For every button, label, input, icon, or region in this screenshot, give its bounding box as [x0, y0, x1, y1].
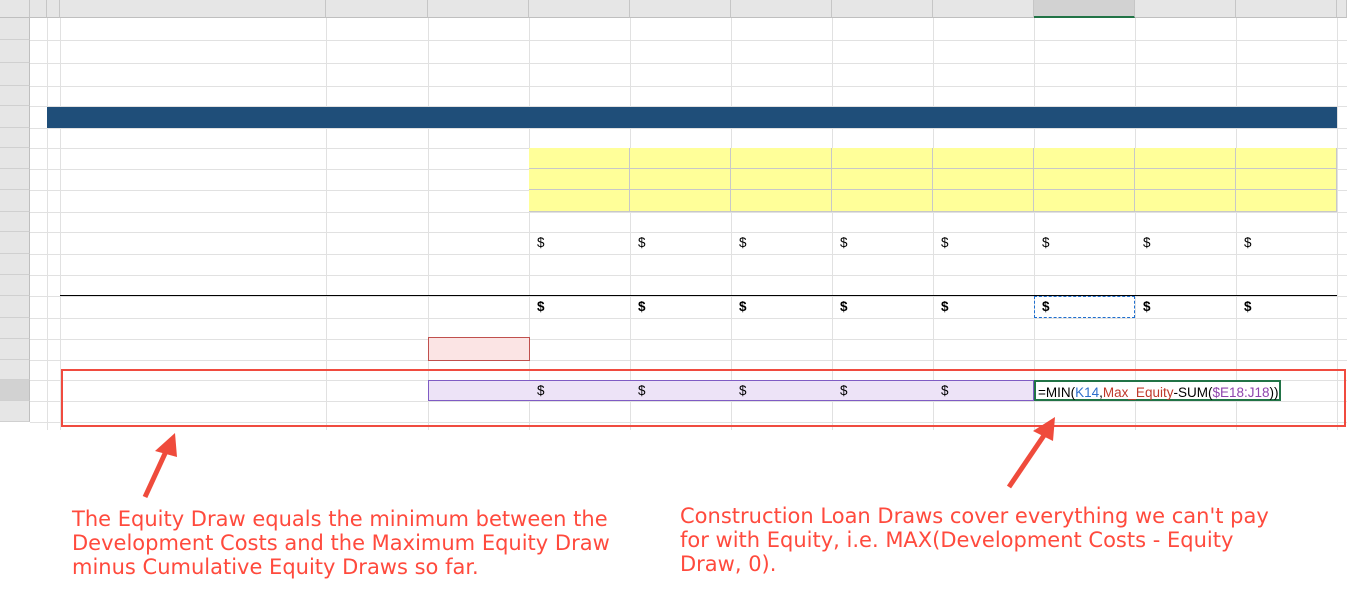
- cell-month-june[interactable]: [1034, 106, 1127, 128]
- column-header-l[interactable]: [1135, 0, 1236, 18]
- dollar-sign: $: [537, 299, 545, 314]
- cell-cost-label[interactable]: [86, 254, 386, 275]
- dollar-sign: $: [537, 383, 545, 398]
- cell-total-unit[interactable]: [371, 296, 391, 318]
- cell-subtitle[interactable]: [53, 63, 353, 86]
- row-header-10[interactable]: [0, 212, 30, 232]
- cell-pct-value[interactable]: [731, 148, 832, 169]
- cell-cost-value[interactable]: [731, 232, 825, 254]
- column-header-a[interactable]: [30, 0, 47, 18]
- cell-cost-value[interactable]: [1135, 232, 1229, 254]
- column-header-c[interactable]: [60, 0, 326, 18]
- cell-pct-value[interactable]: [731, 190, 832, 212]
- row-header-3[interactable]: [0, 63, 30, 86]
- cell-pct-label[interactable]: [73, 190, 373, 212]
- cell-cost-value[interactable]: [630, 275, 724, 296]
- cell-cost-value[interactable]: [529, 254, 623, 275]
- row-header-14[interactable]: [0, 296, 30, 318]
- cell-pct-value[interactable]: [1034, 169, 1135, 190]
- column-header-j[interactable]: [933, 0, 1034, 18]
- row-header-13[interactable]: [0, 275, 30, 296]
- dollar-sign: $: [840, 383, 848, 398]
- column-header-i[interactable]: [832, 0, 933, 18]
- cell-cost-value[interactable]: [630, 254, 724, 275]
- cell-pct-value[interactable]: [1034, 148, 1135, 169]
- cell-total-value[interactable]: [529, 296, 623, 318]
- cell-cost-value[interactable]: [1034, 254, 1128, 275]
- cell-cost-value[interactable]: [933, 275, 1027, 296]
- dollar-sign: $: [840, 235, 848, 250]
- column-header-f[interactable]: [529, 0, 630, 18]
- row-header-7[interactable]: [0, 148, 30, 169]
- cell-cost-value[interactable]: [630, 232, 724, 254]
- dollar-sign: $: [941, 235, 949, 250]
- cell-cost-value[interactable]: [1236, 275, 1330, 296]
- cell-cost-value[interactable]: [529, 275, 623, 296]
- gridline: [30, 360, 1347, 361]
- column-header-e[interactable]: [428, 0, 529, 18]
- cell-cost-value[interactable]: [1135, 254, 1229, 275]
- gridline: [30, 128, 1347, 129]
- note-right: [680, 504, 1269, 576]
- dollar-sign: $: [739, 299, 747, 314]
- formula-sum: -SUM(: [1173, 385, 1213, 400]
- cell-pct-value[interactable]: [933, 169, 1034, 190]
- dollar-sign: $: [537, 235, 545, 250]
- column-header-b[interactable]: [47, 0, 60, 18]
- note-line: Draw, 0).: [680, 552, 777, 576]
- row-header-4[interactable]: [0, 86, 30, 106]
- row-header-5[interactable]: [0, 106, 30, 128]
- dollar-sign: $: [638, 235, 646, 250]
- dollar-sign: $: [941, 299, 949, 314]
- dollar-sign: $: [840, 299, 848, 314]
- cell-pct-value[interactable]: [1135, 190, 1236, 212]
- formula-ref-k14: K14: [1075, 385, 1100, 400]
- cell-total-value[interactable]: [630, 296, 724, 318]
- cell-pct-value[interactable]: [933, 148, 1034, 169]
- cell-pct-label[interactable]: [73, 148, 373, 169]
- note-left: [72, 507, 610, 579]
- cell-pct-value[interactable]: [529, 169, 630, 190]
- cell-cost-value[interactable]: [832, 232, 926, 254]
- row-header-17[interactable]: [0, 360, 30, 380]
- dollar-sign: $: [941, 383, 949, 398]
- formula-comma: ,: [1099, 385, 1103, 400]
- row-header-8[interactable]: [0, 169, 30, 190]
- cell-cost-value[interactable]: [529, 232, 623, 254]
- formula-prefix: =MIN(: [1038, 385, 1076, 400]
- dollar-sign: $: [1042, 299, 1050, 314]
- arrow-left-icon: [125, 425, 195, 505]
- cell-pct-value[interactable]: [832, 169, 933, 190]
- cell-header-label[interactable]: [52, 106, 322, 128]
- row-header-6[interactable]: [0, 128, 30, 148]
- cell-pct-unit[interactable]: [371, 169, 391, 190]
- cell-pct-value[interactable]: [1034, 190, 1135, 212]
- cell-cost-value[interactable]: [1236, 254, 1330, 275]
- cell-title[interactable]: [53, 40, 453, 63]
- cell-cost-value[interactable]: [832, 275, 926, 296]
- row-header-19[interactable]: [0, 401, 30, 422]
- cell-month-january[interactable]: [529, 106, 622, 128]
- gridline: [30, 318, 1347, 319]
- cell-pct-unit[interactable]: [371, 190, 391, 212]
- row-header-9[interactable]: [0, 190, 30, 212]
- cell-total-value[interactable]: [731, 296, 825, 318]
- selection-k14: [1034, 296, 1135, 318]
- row-header-18[interactable]: [0, 380, 30, 401]
- row-header-1[interactable]: [0, 18, 30, 40]
- note-line: for with Equity, i.e. MAX(Development Costs - Equity: [680, 528, 1234, 552]
- gridline: [47, 18, 48, 430]
- cell-pct-value[interactable]: [529, 148, 630, 169]
- row-header-16[interactable]: [0, 339, 30, 360]
- cell-cost-value[interactable]: [1034, 232, 1128, 254]
- select-all-corner[interactable]: [0, 0, 30, 18]
- cell-month-july[interactable]: [1135, 106, 1228, 128]
- cell-cost-unit[interactable]: [371, 275, 391, 296]
- note-line: minus Cumulative Equity Draws so far.: [72, 555, 479, 579]
- cell-total-label[interactable]: [73, 296, 373, 318]
- cell-max-label[interactable]: [73, 339, 373, 360]
- cell-month-march[interactable]: [731, 106, 824, 128]
- formula-name-max-equity: Max_Equity: [1102, 385, 1174, 400]
- cell-pct-value[interactable]: [630, 190, 731, 212]
- cell-pct-value[interactable]: [1236, 148, 1337, 169]
- cell-cost-value[interactable]: [1135, 275, 1229, 296]
- column-header-g[interactable]: [630, 0, 731, 18]
- column-header-m[interactable]: [1236, 0, 1337, 18]
- dollar-sign: $: [1244, 235, 1252, 250]
- cell-max-unit[interactable]: [371, 339, 391, 360]
- cell-cost-value[interactable]: [832, 254, 926, 275]
- cell-pct-value[interactable]: [832, 190, 933, 212]
- cell-month-february[interactable]: [630, 106, 723, 128]
- cell-cost-value[interactable]: [731, 275, 825, 296]
- cell-pct-value[interactable]: [731, 169, 832, 190]
- cell-pct-value[interactable]: [529, 190, 630, 212]
- arrow-right-icon: [995, 405, 1075, 495]
- cell-pct-value[interactable]: [1236, 169, 1337, 190]
- cell-cost-label[interactable]: [86, 232, 386, 254]
- cell-header-units[interactable]: [358, 106, 428, 128]
- cell-pct-value[interactable]: [630, 169, 731, 190]
- cell-max-value[interactable]: [428, 339, 522, 360]
- cell-pct-value[interactable]: [1236, 190, 1337, 212]
- column-header-k[interactable]: [1034, 0, 1135, 18]
- dollar-sign: $: [638, 299, 646, 314]
- cell-month-april[interactable]: [832, 106, 925, 128]
- note-line: Development Costs and the Maximum Equity Draw: [72, 531, 610, 555]
- dollar-sign: $: [739, 383, 747, 398]
- cell-cost-value[interactable]: [731, 254, 825, 275]
- formula-ref-range: $E18:J18: [1212, 385, 1270, 400]
- cell-cost-label[interactable]: [86, 275, 386, 296]
- cell-pct-unit[interactable]: [371, 148, 391, 169]
- cell-total-value[interactable]: [1135, 296, 1229, 318]
- cell-month-may[interactable]: [933, 106, 1026, 128]
- cell-cost-unit[interactable]: [371, 232, 391, 254]
- gridline: [30, 86, 1347, 87]
- dollar-sign: $: [1143, 299, 1151, 314]
- note-line: Construction Loan Draws cover everything we can't pay: [680, 504, 1269, 528]
- cell-pct-value[interactable]: [933, 190, 1034, 212]
- row-header-15[interactable]: [0, 318, 30, 339]
- gridline: [30, 212, 1347, 213]
- row-header-11[interactable]: [0, 232, 30, 254]
- cell-total-value[interactable]: [1236, 296, 1330, 318]
- dollar-sign: $: [739, 235, 747, 250]
- cell-pct-value[interactable]: [630, 148, 731, 169]
- column-header-d[interactable]: [326, 0, 428, 18]
- cell-pct-value[interactable]: [1135, 148, 1236, 169]
- cell-cost-unit[interactable]: [371, 254, 391, 275]
- note-line: The Equity Draw equals the minimum between the: [72, 507, 608, 531]
- cell-total-value[interactable]: [832, 296, 926, 318]
- dollar-sign: $: [1244, 299, 1252, 314]
- cell-total-value[interactable]: [933, 296, 1027, 318]
- cell-cost-value[interactable]: [1034, 275, 1128, 296]
- column-header-h[interactable]: [731, 0, 832, 18]
- row-header-2[interactable]: [0, 40, 30, 63]
- cell-cost-value[interactable]: [933, 254, 1027, 275]
- cell-pct-value[interactable]: [832, 148, 933, 169]
- row-header-12[interactable]: [0, 254, 30, 275]
- dollar-sign: $: [638, 383, 646, 398]
- dollar-sign: $: [1143, 235, 1151, 250]
- cell-pct-label[interactable]: [73, 169, 373, 190]
- annotation-box: [61, 369, 1346, 427]
- cell-cost-value[interactable]: [933, 232, 1027, 254]
- column-header-next[interactable]: [1337, 0, 1347, 18]
- cell-pct-value[interactable]: [1135, 169, 1236, 190]
- cell-cost-value[interactable]: [1236, 232, 1330, 254]
- formula-suffix: )): [1269, 385, 1279, 400]
- dollar-sign: $: [1042, 235, 1050, 250]
- cell-month-august[interactable]: [1236, 106, 1329, 128]
